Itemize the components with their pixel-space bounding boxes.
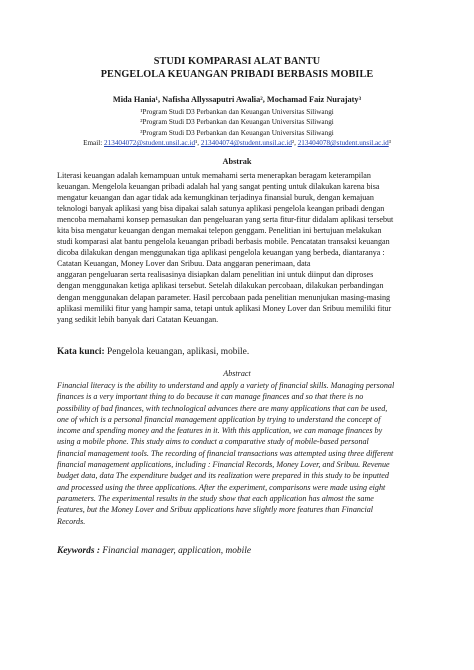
affiliation-3: ³Program Studi D3 Perbankan dan Keuangan Universitas Siliwangi (140, 128, 334, 137)
abstrak-line: Literasi keuangan adalah kemampuan untuk memahami serta menerapkan beragam keterampilan (57, 171, 371, 180)
abstract-line: financial management tools. The recording of financial transactions was attempted using three different (57, 448, 394, 458)
abstract-line: parameters. The experimental results in the study show that each application has almost the same (57, 493, 374, 503)
affiliation-1: ¹Program Studi D3 Perbankan dan Keuangan Universitas Siliwangi (140, 108, 334, 116)
abstract-line: budget data, data The expenditure budget and its realization were prepared in this study to be inputted (57, 471, 389, 481)
abstrak-line: teknologi banyak aplikasi yang bisa dipakai salah satunya aplikasi pengelola keangan pribadi dengan (57, 204, 385, 214)
abstrak-line: dicoba dilakukan dengan menggunakan tiga aplikasi pengelola keuangan yang berbeda, diantaranya : (57, 248, 385, 258)
abstrak-heading: Abstrak (222, 157, 252, 166)
title-line-2: PENGELOLA KEUANGAN PRIBADI BERBASIS MOBILE (100, 68, 374, 80)
abstract-line: finances is a very important thing to do because it can manage finances and so that there is no (57, 392, 364, 402)
email-link-3[interactable]: 213404078@student.unsil.ac.id (297, 138, 389, 147)
abstrak-line: aplikasi memiliki fitur yang hampir sama, tetapi untuk aplikasi Money Lover dan Sribuu memiliki fitur (57, 303, 392, 313)
abstract-line: possibility of bad finances, with technological advances there are many applications that can be used, (57, 403, 388, 413)
abstrak-line: Catatan Keuangan, Money Lover dan Sribuu. Data anggaran penerimaan, data (57, 259, 311, 269)
abstract-heading: Abstract (223, 369, 251, 378)
email-sup-2: ², (291, 138, 298, 147)
email-link-2[interactable]: 213404074@student.unsil.ac.id (200, 138, 292, 147)
email-sup-1: ¹, (195, 138, 201, 147)
author-list: Mida Hania¹, Nafisha Allyssaputri Awalia², Mochamad Faiz Nurajaty³ (112, 95, 362, 104)
email-label: Email: (83, 138, 105, 147)
kata-kunci-value: Pengelola keuangan, aplikasi, mobile. (104, 347, 250, 357)
affiliations (0, 107, 474, 148)
abstract-line: features, but the Money Lover and Sribuu applications have slightly more features than Financial (57, 505, 374, 515)
abstract-body (57, 380, 417, 527)
abstract-line: one of which is a personal financial management application by trying to understand the concept of (57, 414, 381, 424)
abstract-line: Financial literacy is the ability to understand and apply a variety of financial skills. Managing personal (57, 381, 395, 390)
abstrak-line: anggaran pengeluaran serta realisasinya disiapkan dalam penelitian ini untuk diinput dan diproses (57, 270, 374, 280)
abstrak-line: dengan menggunakan ketiga aplikasi tersebut. Setelah dilakukan percobaan, dilakukan perbandingan (57, 281, 384, 291)
abstrak-line: kita bisa mengatur keuangan dengan memakai telepon genggam. Penelitian ini bertujuan melakukan (57, 226, 382, 236)
abstrak-line: keuangan. Mengelola keuangan pribadi adalah hal yang sangat penting untuk dilakukan karena bisa (57, 182, 380, 192)
keywords-label: Keywords : (57, 546, 100, 556)
abstrak-line: mengatur keuangan dan agar tidak ada kemungkinan terjadinya finansial buruk, dengan kemajuan (57, 193, 374, 203)
abstract-line: using a mobile phone. This study aims to conduct a comparative study of mobile-based personal (57, 437, 369, 447)
keywords-value: Financial manager, application, mobile (99, 546, 251, 556)
kata-kunci-label: Kata kunci: (57, 347, 105, 357)
abstract-line: Records. (57, 516, 86, 526)
abstrak-line: yang sedikit lebih banyak dari Catatan Keuangan. (57, 314, 219, 324)
abstrak-body (57, 170, 417, 325)
title-line-1: STUDI KOMPARASI ALAT BANTU (153, 56, 321, 67)
abstract-line: and processed using the three applications. After the experiment, comparisons were made using eight (57, 482, 386, 492)
email-link-1[interactable]: 213404072@student.unsil.ac.id (104, 138, 196, 147)
paper-title (0, 56, 474, 81)
abstract-line: financial management applications, including : Financial Records, Money Lover, and Sribuu. Revenue (57, 460, 390, 470)
abstract-line: income and spending money and the features in it. With this application, we can manage finances by (57, 426, 383, 436)
email-sup-3: ³ (388, 138, 391, 147)
abstrak-line: studi komparasi alat bantu pengelola keuangan pribadi berbasis mobile. Pencatatan transaksi keuangan (57, 237, 390, 247)
email-line (0, 138, 474, 148)
kata-kunci (57, 346, 249, 358)
affiliation-2: ²Program Studi D3 Perbankan dan Keuangan Universitas Siliwangi (140, 118, 334, 127)
keywords (57, 545, 251, 557)
abstrak-line: dengan menggunakan delapan parameter. Hasil percobaan pada penelitian menunjukan masing-masing (57, 292, 391, 302)
abstrak-line: mencoba memahami konsep pemasukan dan pengeluaran yang serta fitur-fitur didalam aplikasi tersebut (57, 215, 394, 225)
